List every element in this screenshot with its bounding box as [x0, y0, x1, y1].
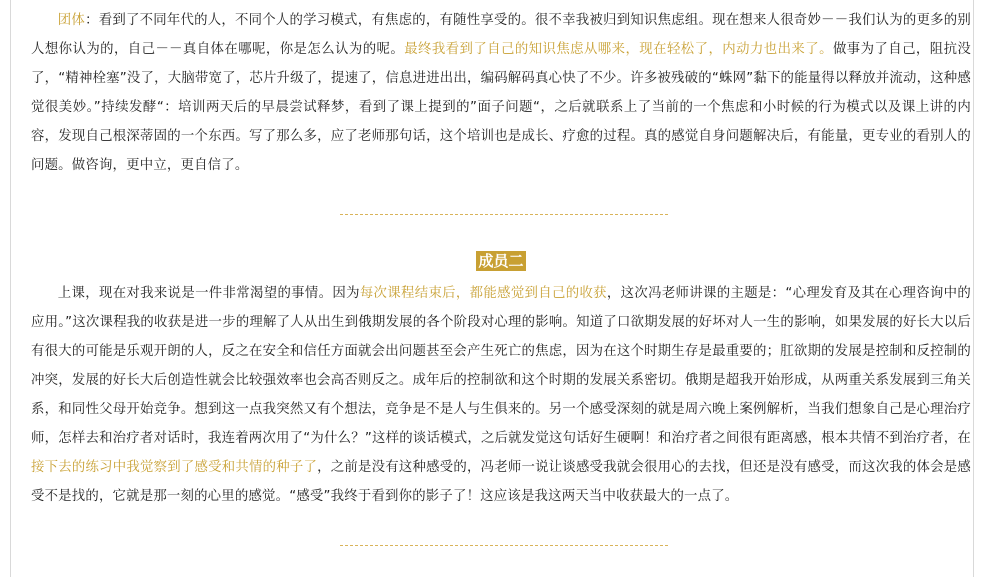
paragraph-text: ，之前是没有这种感受的，冯老师一说让谈感受我就会很用心的去找，但还是没有感受，而这次我的体会是感受不是找的，它就是那一刻的心里的感觉。“感受”我终于看到你的影子了！这应该是我这两天当中收获最大的一点了。 [31, 460, 971, 504]
paragraph-text: 做事为了自己，阻抗没了，“精神栓塞”没了，大脑带宽了，芯片升级了，提速了，信息进进出出，编码解码真心快了不少。许多被残破的“蛛网”黏下的能量得以释放并流动，这种感觉很美妙。”持续发酵“：培训两天后的早晨尝试释梦，看到了课上提到的”面子问题“，之后就联系上了当前的一个焦虑和小时候的行为模式以及课上讲的内容，发现自己根深蒂固的一个东西。写了那么多，应了老师那句话，这个培训也是成长、疗愈的过程。真的感觉自身问题解决后，有能量，更专业的看别人的问题。做咨询，更中立，更自信了。 [31, 42, 972, 173]
highlight-text: 最终我看到了自己的知识焦虑从哪来，现在轻松了，内动力也出来了。 [404, 42, 833, 57]
article-content [31, 6, 971, 546]
team-label-sep: ： [85, 13, 99, 28]
highlight-text: 接下去的练习中我觉察到了感受和共情的种子了 [31, 460, 318, 475]
highlight-text: 每次课程结束后，都能感觉到自己的收获 [359, 286, 607, 301]
paragraph-member-two [31, 279, 971, 511]
section-divider [340, 545, 668, 546]
section-title [31, 251, 971, 273]
article-frame [10, 0, 974, 577]
team-label: 团体 [57, 13, 86, 28]
paragraph-text: 上课，现在对我来说是一件非常渴望的事情。因为 [57, 286, 360, 301]
section-title-badge: 成员二 [478, 252, 524, 270]
paragraph-team [31, 6, 971, 180]
paragraph-text: 看到了不同年代的人，不同个人的学习模式，有焦虑的，有随性享受的。很不幸我被归到知识焦虑组。现在想来人很奇妙－－我们认为的更多的别人想你认为的，自己－－真自体在哪呢，你是怎么认为的呢。 [31, 13, 972, 57]
section-divider [340, 214, 668, 215]
paragraph-text: ，这次冯老师讲课的主题是：“心理发育及其在心理咨询中的应用。”这次课程我的收获是进一步的理解了人从出生到俄期发展的各个阶段对心理的影响。知道了口欲期发展的好坏对人一生的影响，如果发展的好长大以后有很大的可能是乐观开朗的人，反之在安全和信任方面就会出问题甚至会产生死亡的焦虑，因为在这个时期生存是最重要的；肛欲期的发展是控制和反控制的冲突，发展的好长大后创造性就会比较强效率也会高否则反之。成年后的控制欲和这个时期的发展关系密切。俄期是超我开始形成，从两重关系发展到三角关系，和同性父母开始竞争。想到这一点我突然又有个想法，竞争是不是人与生俱来的。另一个感受深刻的就是周六晚上案例解析，当我们想象自己是心理治疗师，怎样去和治疗者对话时，我连着两次用了“为什么？”这样的谈话模式，之后就发觉这句话好生硬啊！和治疗者之间很有距离感，根本共情不到治疗者，在 [31, 286, 971, 446]
